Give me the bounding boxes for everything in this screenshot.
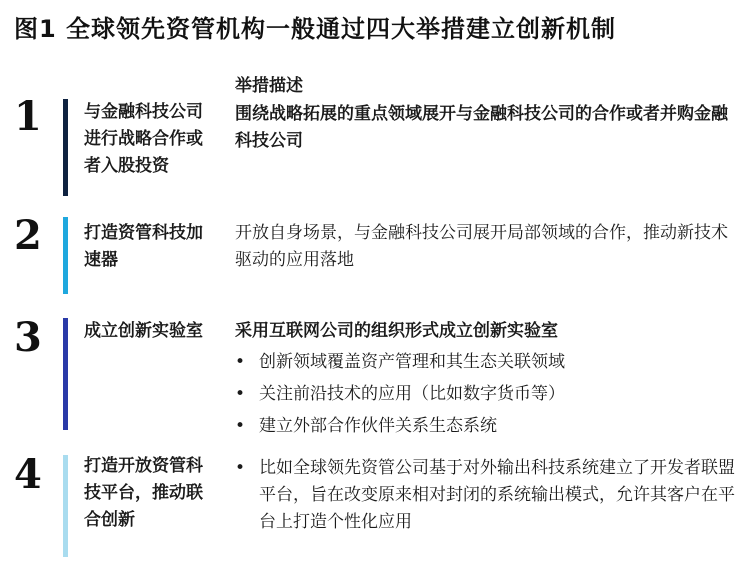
row-accent-bar-3 <box>63 318 68 430</box>
row-number-3: 3 <box>14 314 42 361</box>
row-accent-bar-1 <box>63 99 68 196</box>
row-accent-bar-2 <box>63 217 68 294</box>
bullet-item: • 创新领域覆盖资产管理和其生态关联领域 <box>235 349 740 376</box>
row-accent-bar-4 <box>63 455 68 557</box>
row-number-2: 2 <box>14 212 42 259</box>
column-header: 举措描述 <box>235 76 303 96</box>
row-label-4: 打造开放资管科技平台，推动联合创新 <box>84 456 203 530</box>
row-3-subtitle: 采用互联网公司的组织形式成立创新实验室 <box>235 321 558 341</box>
bullet-item: • 关注前沿技术的应用（比如数字货币等） <box>235 381 740 408</box>
bullet-item: • 建立外部合作伙伴关系生态系统 <box>235 413 740 440</box>
row-description-1: 围绕战略拓展的重点领域展开与金融科技公司的合作或者并购金融科技公司 <box>235 104 728 151</box>
row-description-4 <box>235 455 740 536</box>
row-number-4: 4 <box>14 451 42 498</box>
row-description-2: 开放自身场景，与金融科技公司展开局部领域的合作，推动新技术驱动的应用落地 <box>235 223 728 270</box>
bullet-item: • 比如全球领先资管公司基于对外输出科技系统建立了开发者联盟平台，旨在改变原来相对封闭的系统输出模式，允许其客户在平台上打造个性化应用 <box>235 455 740 536</box>
page-title: 图1 全球领先资管机构一般通过四大举措建立创新机制 <box>14 15 617 43</box>
row-number-1: 1 <box>14 93 42 140</box>
row-label-2: 打造资管科技加速器 <box>84 223 203 270</box>
row-3-bullet-list <box>235 349 740 440</box>
row-description-3 <box>235 318 740 440</box>
row-4-bullet-list <box>235 455 740 536</box>
row-label-1: 与金融科技公司进行战略合作或者入股投资 <box>84 102 203 176</box>
row-label-3: 成立创新实验室 <box>84 321 203 341</box>
